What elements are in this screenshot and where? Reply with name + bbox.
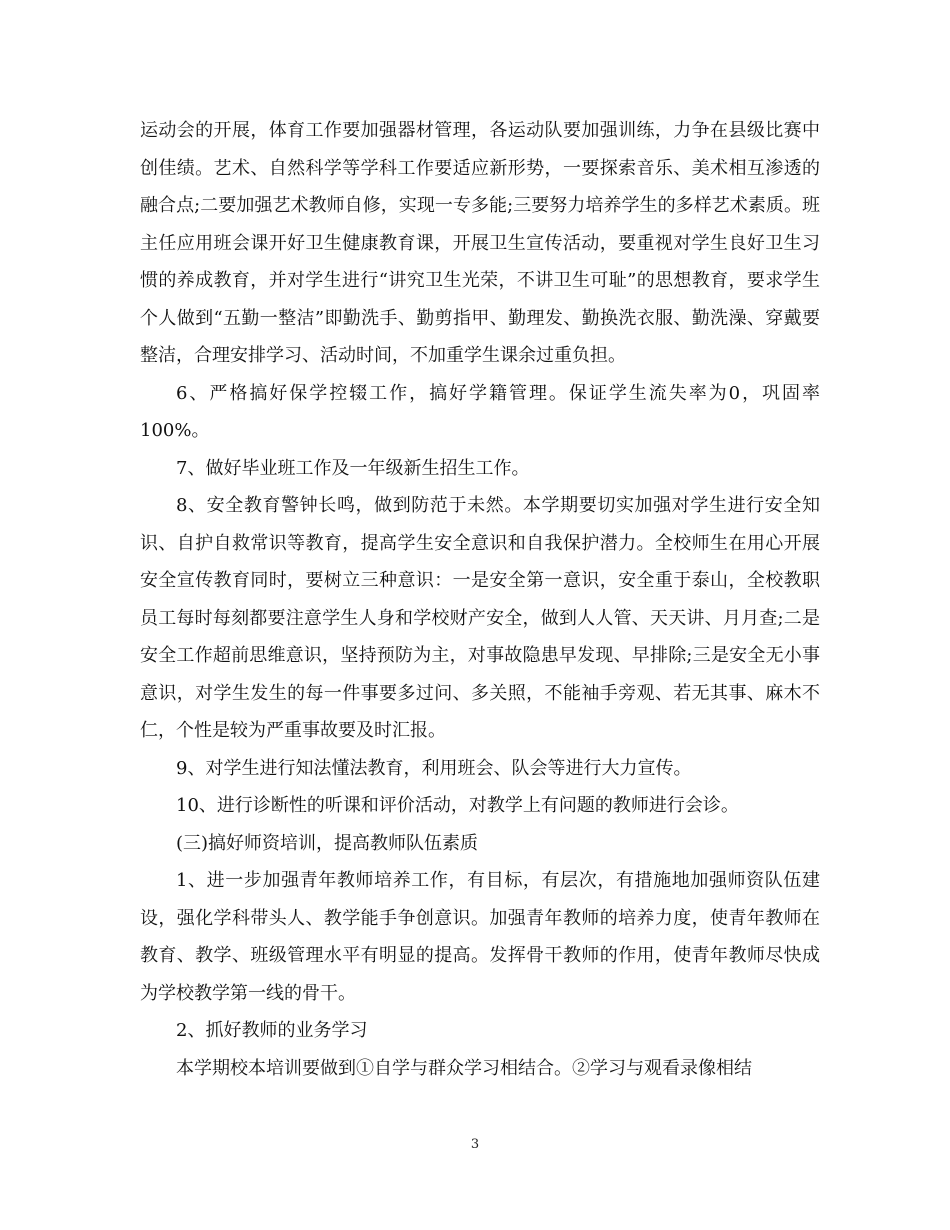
section-heading-teacher-training: (三)搞好师资培训，提高教师队伍素质	[176, 832, 479, 854]
paragraph-school-training: 本学期校本培训要做到①自学与群众学习相结合。②学习与观看录像相结	[176, 1057, 752, 1079]
paragraph-sports-arts-health: 运动会的开展，体育工作要加强器材管理，各运动队要加强训练，力争在县级比赛中创佳绩。艺术、自然科学等学科工作要适应新形势，一要探索音乐、美术相互渗透的融合点;二要加强艺术教师自修，实现一专多能;三要努力培养学生的多样艺术素质。班主任应用班会课开好卫生健康教育课，开展卫生宣传活动，要重视对学生良好卫生习惯的养成教育，并对学生进行“讲究卫生光荣，不讲卫生可耻”的思想教育，要求学生个人做到“五勤一整洁”即勤洗手、勤剪指甲、勤理发、勤换洗衣服、勤洗澡、穿戴要整洁，合理安排学习、活动时间，不加重学生课余过重负担。	[140, 120, 820, 366]
paragraph-item-7: 7、做好毕业班工作及一年级新生招生工作。	[176, 457, 530, 479]
paragraph-item-6: 6、严格搞好保学控辍工作，搞好学籍管理。保证学生流失率为0，巩固率100%。	[140, 382, 820, 441]
page-number: 3	[470, 1137, 480, 1152]
paragraph-item-9: 9、对学生进行知法懂法教育，利用班会、队会等进行大力宣传。	[176, 757, 692, 779]
paragraph-item-10: 10、进行诊断性的听课和评价活动，对教学上有问题的教师进行会诊。	[176, 795, 739, 816]
paragraph-item-8-safety: 8、安全教育警钟长鸣，做到防范于未然。本学期要切实加强对学生进行安全知识、自护自救常识等教育，提高学生安全意识和自我保护潜力。全校师生在用心开展安全宣传教育同时，要树立三种意识：一是安全第一意识，安全重于泰山，全校教职员工每时每刻都要注意学生人身和学校财产安全，做到人人管、天天讲、月月查;二是安全工作超前思维意识，坚持预防为主，对事故隐患早发现、早排除;三是安全无小事意识，对学生发生的每一件事要多过问、多关照，不能袖手旁观、若无其事、麻木不仁，个性是较为严重事故要及时汇报。	[140, 495, 820, 741]
paragraph-training-item-1: 1、进一步加强青年教师培养工作，有目标，有层次，有措施地加强师资队伍建设，强化学科带头人、教学能手争创意识。加强青年教师的培养力度，使青年教师在教育、教学、班级管理水平有明显的提高。发挥骨干教师的作用，使青年教师尽快成为学校教学第一线的骨干。	[140, 870, 820, 1004]
paragraph-training-item-2: 2、抓好教师的业务学习	[176, 1020, 368, 1041]
document-body	[140, 112, 820, 1087]
